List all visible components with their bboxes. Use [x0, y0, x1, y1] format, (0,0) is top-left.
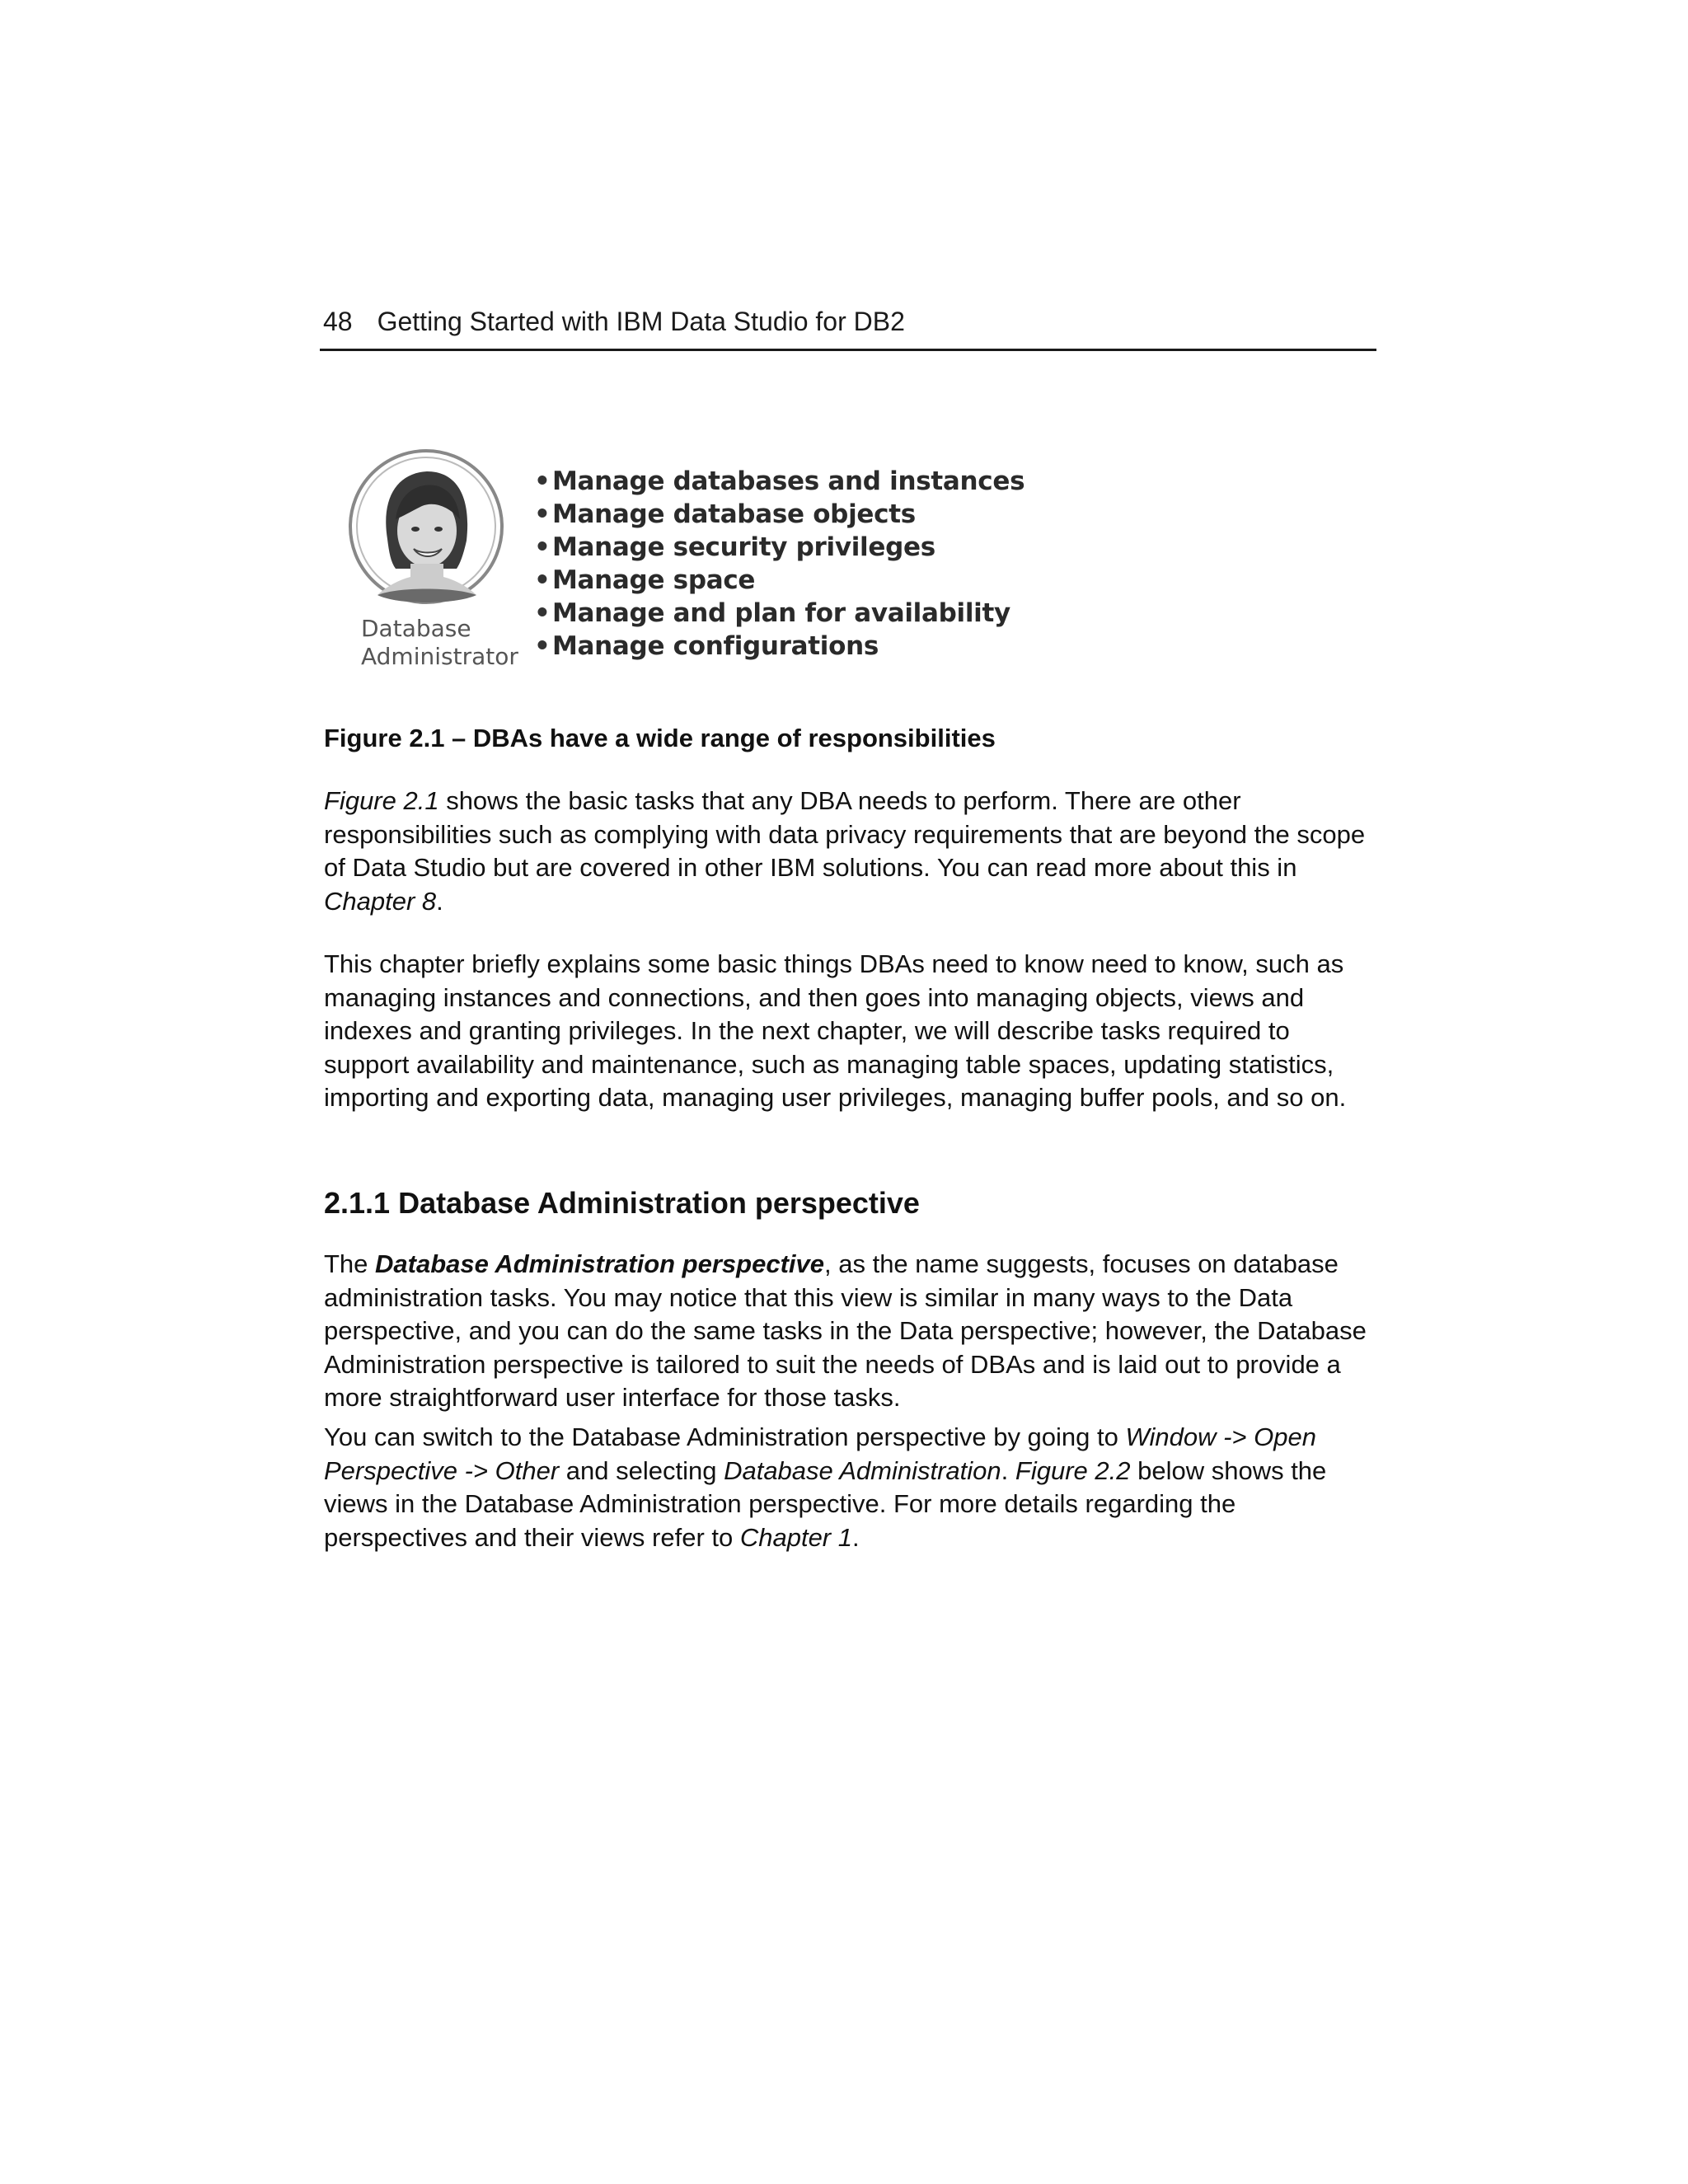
running-title: Getting Started with IBM Data Studio for DB2 — [377, 307, 905, 336]
bullet: • — [534, 631, 551, 661]
figure-2-1 — [345, 445, 1037, 684]
paragraph-text: below shows the views in the Database Administration perspective. For more details regarding the perspectives and their views refer to — [324, 1455, 1327, 1552]
paragraph-3 — [324, 1248, 1379, 1415]
responsibility-text: Manage security privileges — [552, 532, 935, 562]
paragraph-text: and selecting — [559, 1455, 724, 1485]
figure-reference: Figure 2.2 — [1015, 1455, 1131, 1485]
paragraph-text: . — [436, 886, 443, 916]
paragraph-1 — [324, 785, 1379, 918]
responsibility-item — [534, 465, 1025, 498]
dba-avatar-icon — [348, 448, 504, 605]
paragraph-text: You can switch to the Database Administration perspective by going to — [324, 1422, 1126, 1451]
bullet: • — [534, 598, 551, 628]
paragraph-text: . — [1001, 1455, 1015, 1485]
paragraph-text: , as the name suggests, focuses on database administration tasks. You may notice that this view is similar in many ways to the Data perspective, and you can do the same tasks in the Data perspective; however, the Database Administration perspective is tailored to suit the needs of DBAs and is laid out to provide a more straightforward user interface for those tasks. — [324, 1249, 1367, 1413]
responsibility-item — [534, 630, 1025, 663]
figure-reference: Figure 2.1 — [324, 786, 439, 815]
responsibility-item — [534, 597, 1025, 630]
paragraph-text: The — [324, 1249, 376, 1278]
header-rule — [320, 349, 1376, 351]
responsibility-item — [534, 531, 1025, 564]
role-label — [361, 615, 518, 671]
menu-path: Window -> Open Perspective -> Other — [324, 1422, 1316, 1485]
bullet: • — [534, 565, 551, 595]
bullet: • — [534, 532, 551, 562]
responsibility-text: Manage space — [552, 565, 756, 595]
responsibility-text: Manage configurations — [552, 631, 879, 661]
page-number: 48 — [323, 307, 353, 336]
key-term: Database Administration perspective — [375, 1249, 824, 1278]
responsibility-item — [534, 564, 1025, 597]
role-label-line1: Database — [361, 615, 471, 642]
menu-selection: Database Administration — [724, 1455, 1001, 1485]
section-heading: 2.1.1 Database Administration perspective — [324, 1186, 920, 1220]
responsibility-text: Manage database objects — [552, 499, 916, 529]
bullet: • — [534, 499, 551, 529]
bullet: • — [534, 466, 551, 496]
figure-caption: Figure 2.1 – DBAs have a wide range of responsibilities — [324, 724, 996, 752]
paragraph-2: This chapter briefly explains some basic things DBAs need to know need to know, such as managing instances and connections, and then goes into managing objects, views and indexes and granting privileges. In the next chapter, we will describe tasks required to support availability and maintenance, such as managing table spaces, updating statistics, importing and exporting data, managing user privileges, managing buffer pools, and so on. — [324, 949, 1347, 1113]
responsibility-text: Manage databases and instances — [552, 466, 1025, 496]
running-header — [323, 305, 905, 338]
chapter-reference: Chapter 1 — [739, 1522, 852, 1552]
role-label-line2: Administrator — [361, 643, 518, 670]
paragraph-4 — [324, 1421, 1379, 1554]
responsibility-item — [534, 498, 1025, 531]
responsibility-text: Manage and plan for availability — [552, 598, 1010, 628]
paragraph-text: . — [851, 1522, 860, 1552]
responsibility-list — [534, 465, 1025, 663]
chapter-reference: Chapter 8 — [324, 886, 437, 916]
paragraph-text: shows the basic tasks that any DBA needs to perform. There are other responsibilities such as complying with data privacy requirements that are beyond the scope of Data Studio but are covered in other IBM solutions. You can read more about this in — [324, 786, 1366, 883]
